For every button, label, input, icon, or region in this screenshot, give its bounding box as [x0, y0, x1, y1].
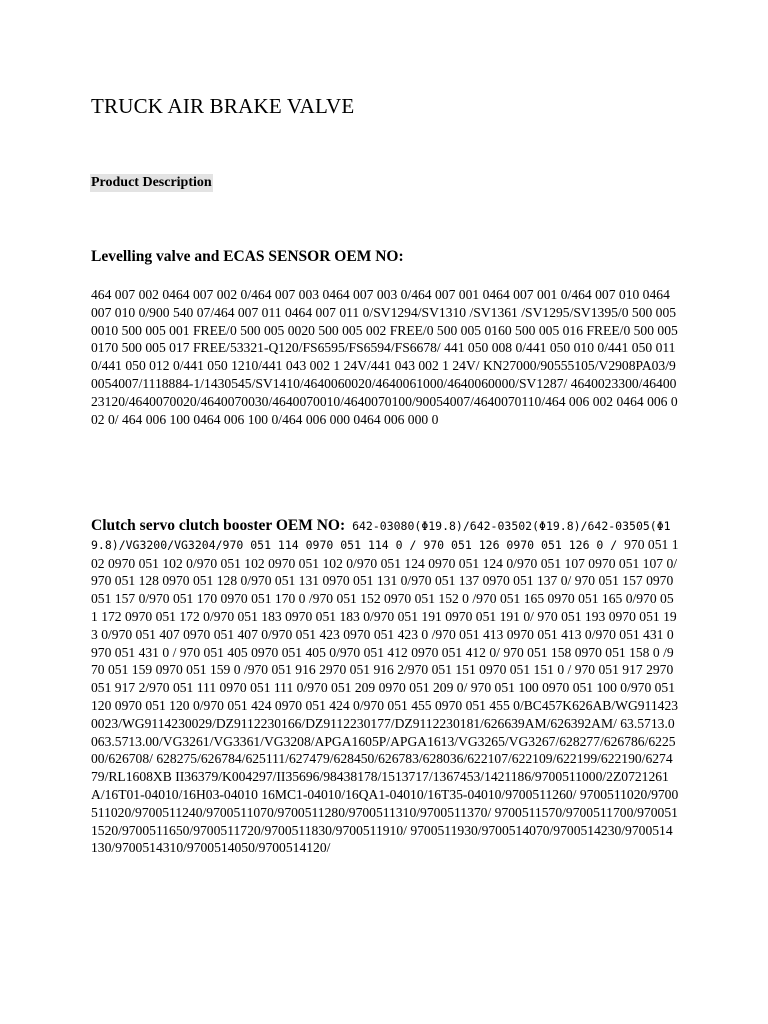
levelling-valve-oem-list: 464 007 002 0464 007 002 0/464 007 003 0464 007 003 0/464 007 001 0464 007 001 0/464 007 010 0464 007 010 0/900 540 07/464 007 011 0464 007 011 0/SV1294/SV1310 /SV1361 /SV1295/SV1395/0 500 005 0010 500 005 001 FREE/0 500 005 0020 500 005 002 FREE/0 500 005 0160 500 005 016 FREE/0 500 005 0170 500 005 017 FREE/53321-Q120/FS6595/FS6594/FS6678/ 441 050 008 0/441 050 010 0/441 050 011 0/441 050 012 0/441 050 1210/441 043 002 1 24V/441 043 002 1 24V/ KN27000/90555105/V2908PA03/90054007/1118884-1/1430545/SV1410/4640060020/4640061000/4640060000/SV1287/ 4640023300/4640023120/4640070020/4640070030/4640070010/4640070100/90054007/4640070110/464 006 002 0464 006 002 0/ 464 006 100 0464 006 100 0/464 006 000 0464 006 000 0: [91, 287, 678, 427]
product-description-label: Product Description: [91, 175, 212, 190]
levelling-valve-heading: Levelling valve and ECAS SENSOR OEM NO:: [91, 248, 404, 265]
clutch-servo-oem-list: 970 051 102 0970 051 102 0/970 051 102 0970 051 102 0/970 051 124 0970 051 124 0/970 051 107 0970 051 107 0/970 051 128 0970 051 128 0/970 051 131 0970 051 131 0/970 051 137 0970 051 137 0/ 970 051 157 0970 051 157 0/970 051 170 0970 051 170 0 /970 051 152 0970 051 152 0 /970 051 165 0970 051 165 0/970 051 172 0970 051 172 0/970 051 183 0970 051 183 0/970 051 191 0970 051 191 0/ 970 051 193 0970 051 193 0/970 051 407 0970 051 407 0/970 051 423 0970 051 423 0 /970 051 413 0970 051 413 0/970 051 431 0970 051 431 0 / 970 051 405 0970 051 405 0/970 051 412 0970 051 412 0/ 970 051 158 0970 051 158 0 /970 051 159 0970 051 159 0 /970 051 916 2970 051 916 2/970 051 151 0970 051 151 0 / 970 051 917 2970 051 917 2/970 051 111 0970 051 111 0/970 051 209 0970 051 209 0/ 970 051 100 0970 051 100 0/970 051 120 0970 051 120 0/970 051 424 0970 051 424 0/970 051 455 0970 051 455 0/BC457K626AB/WG9114230023/WG9114230029/DZ9112230166/DZ9112230177/DZ9112230181/626639AM/626392AM/ 63.5713.0063.5713.00/VG3261/VG3361/VG3208/APGA1605P/APGA1613/VG3265/VG3267/628277/626786/622500/626708/ 628275/626784/625111/627479/628450/626783/628036/622107/622109/622199/622190/627479/RL1608XB II36379/K004297/II35696/98438178/1513717/1367453/1421186/9700511000/2Z0721261A/16T01-04010/16H03-04010 16MC1-04010/16QA1-04010/16T35-04010/9700511260/ 9700511020/9700511020/9700511240/9700511070/9700511280/9700511310/9700511370/ 9700511570/9700511700/9700511520/9700511650/9700511720/9700511830/9700511910/ 9700511930/9700514070/9700514230/9700514130/9700514310/9700514050/9700514120/: [91, 536, 679, 856]
clutch-servo-oem-list-mono: 642-03080(Φ19.8)/642-03502(Φ19.8)/642-03505(Φ19.8)/VG3200/VG3204/970 051 114 0970 051 114 0 / 970 051 126 0970 051 126 0 /: [91, 519, 671, 552]
document-title: TRUCK AIR BRAKE VALVE: [91, 94, 355, 118]
clutch-servo-heading: Clutch servo clutch booster OEM NO:: [91, 517, 346, 534]
clutch-servo-section: [91, 517, 679, 857]
